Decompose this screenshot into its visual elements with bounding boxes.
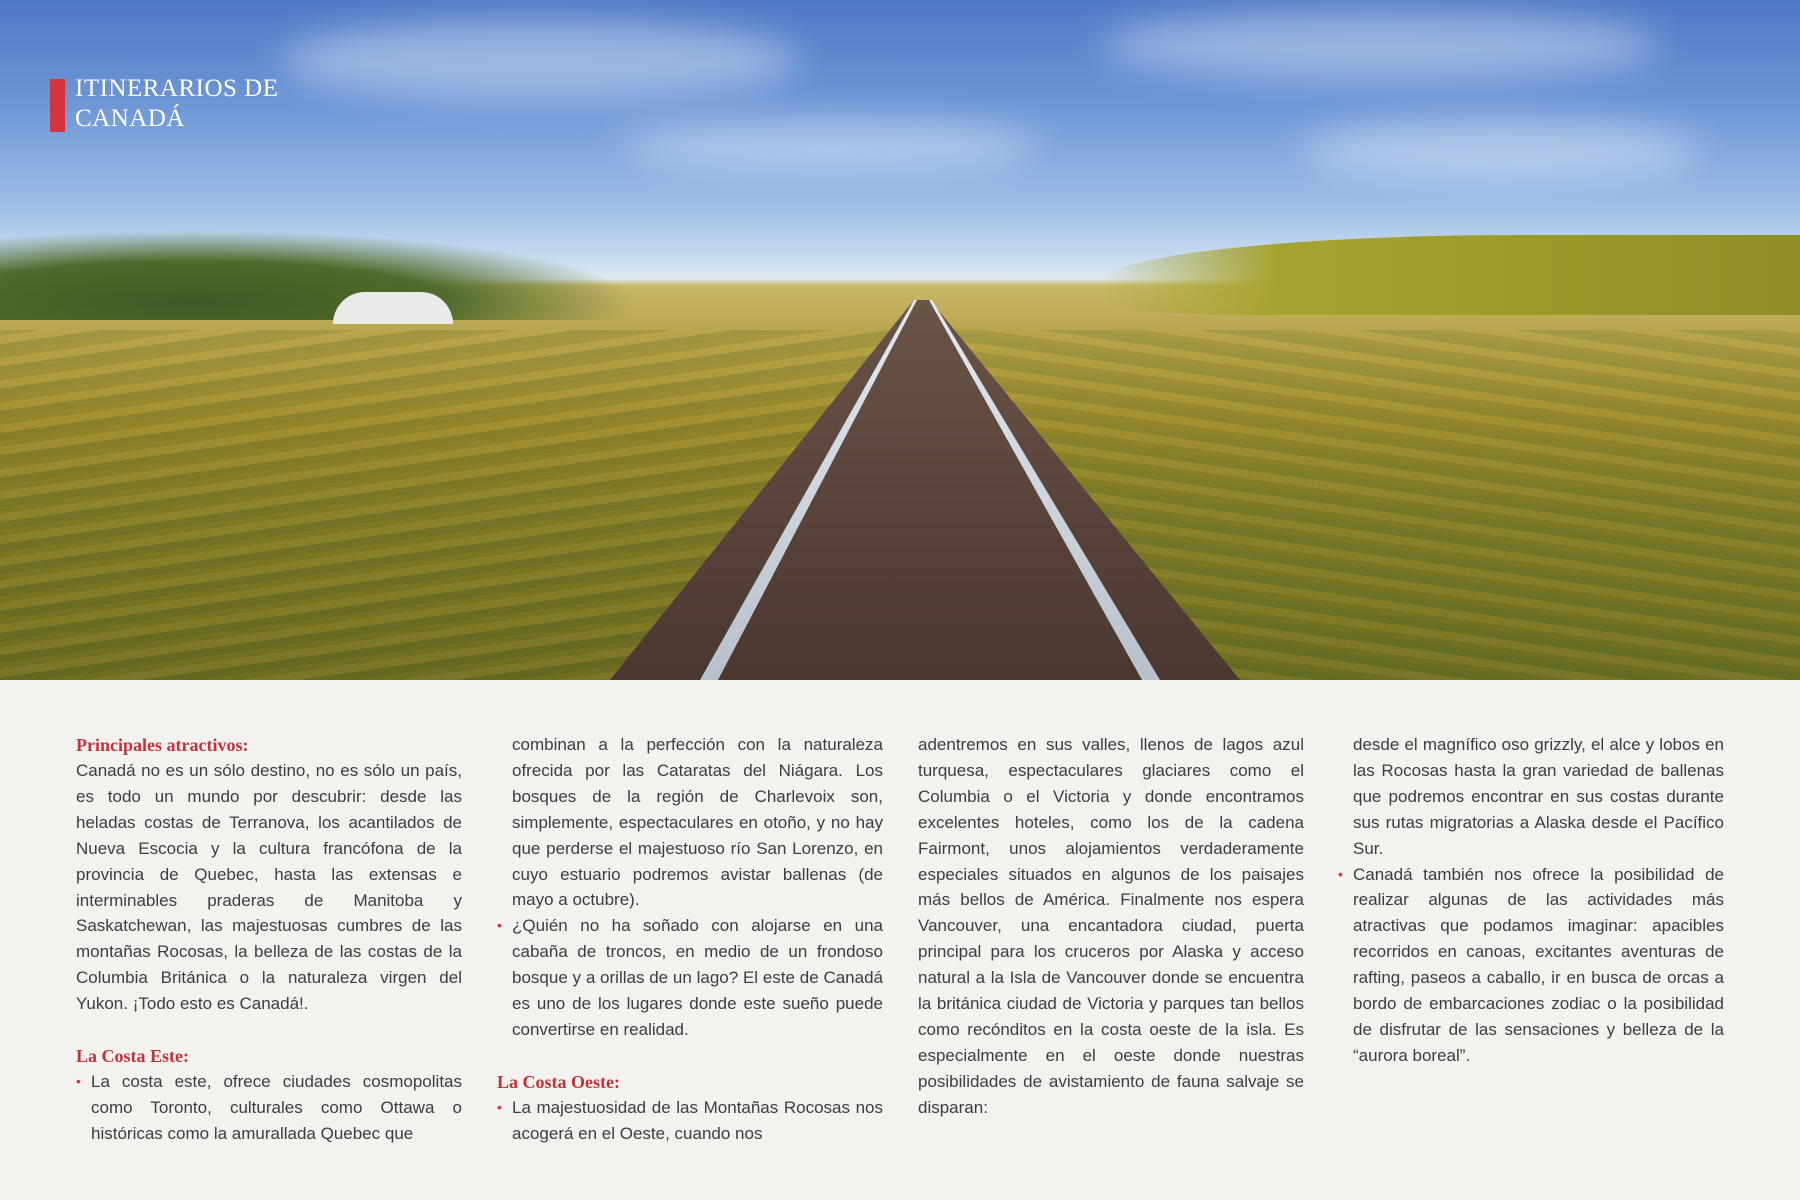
bullet-cabana-troncos: • ¿Quién no ha soñado con alojarse en una cabaña de troncos, en medio de un frondoso bosque y a orillas de un lago? El este de Canadá es uno de los lugares donde este sueño puede convertirse en realidad. (497, 913, 883, 1043)
tree-line-left (0, 230, 640, 320)
section-title-line1: ITINERARIOS DE (75, 75, 279, 102)
title-accent-bar (50, 79, 65, 132)
cloud (280, 20, 800, 100)
heading-costa-oeste: La Costa Oeste: (497, 1071, 620, 1092)
bullet-montanas-rocosas: • La majestuosidad de las Montañas Rocosas nos acogerá en el Oeste, cuando nos (497, 1095, 883, 1147)
heading-principales-atractivos: Principales atractivos: (76, 735, 249, 755)
cloud (620, 120, 1040, 170)
text-column-1 (76, 732, 462, 1147)
section-title (75, 74, 279, 134)
section-title-line2: CANADÁ (75, 105, 185, 132)
paragraph-continuation: desde el magnífico oso grizzly, el alce y lobos en las Rocosas hasta la gran variedad de ballenas que podremos encontrar en sus costas durante sus rutas migratorias a Alaska desde el Pacífico Sur. (1353, 735, 1724, 858)
heading-costa-este: La Costa Este: (76, 1046, 189, 1067)
quonset-barn (333, 292, 453, 324)
bullet-actividades: • Canadá también nos ofrece la posibilidad de realizar algunas de las actividades más atractivas que podamos imaginar: apacibles recorridos en canoas, excitantes aventuras de rafting, paseos a caballo, ir en busca de orcas a bordo de embarcaciones zodiac o la posibilidad de disfrutar de las sensaciones y belleza de la “aurora boreal”. (1338, 862, 1724, 1069)
text-column-2 (497, 732, 883, 1147)
paragraph-continuation: combinan a la perfección con la naturaleza ofrecida por las Cataratas del Niágara. Los bosques de la región de Charlevoix son, simplemente, espectaculares en otoño, y no hay que perderse el majestuoso río San Lorenzo, en cuyo estuario podremos avistar ballenas (de mayo a octubre). (512, 735, 883, 910)
bullet-costa-este-ciudades: • La costa este, ofrece ciudades cosmopolitas como Toronto, culturales como Ottawa o históricas como la amurallada Quebec que (76, 1069, 462, 1147)
text-column-3 (918, 732, 1304, 1121)
paragraph-continuation: adentremos en sus valles, llenos de lagos azul turquesa, espectaculares glaciares como el Columbia o el Victoria y donde encontramos excelentes hoteles, como los de la cadena Fairmont, unos alojamientos verdaderamente especiales situados en algunos de los paisajes más bellos de América. Finalmente nos espera Vancouver, una encantadora ciudad, puerta principal para los cruceros por Alaska y acceso natural a la Isla de Vancouver donde se encuentra la británica ciudad de Victoria y parques tan bellos como recónditos en la costa oeste de la isla. Es especialmente en el oeste donde nuestras posibilidades de avistamiento de fauna salvaje se disparan: (918, 735, 1304, 1117)
tree-line-right (1100, 235, 1800, 315)
paragraph-intro: Canadá no es un sólo destino, no es sólo un país, es todo un mundo por descubrir: desde las heladas costas de Terranova, los acantilados de Nueva Escocia y la cultura francófona de la provincia de Quebec, hasta las extensas e interminables praderas de Manitoba y Saskatchewan, las majestuosas cumbres de las montañas Rocosas, la belleza de las costas de la Columbia Británica o la naturaleza virgen del Yukon. ¡Todo esto es Canadá!. (76, 761, 462, 1014)
cloud (1100, 10, 1660, 80)
text-column-4 (1338, 732, 1724, 1069)
cloud (1300, 120, 1700, 180)
